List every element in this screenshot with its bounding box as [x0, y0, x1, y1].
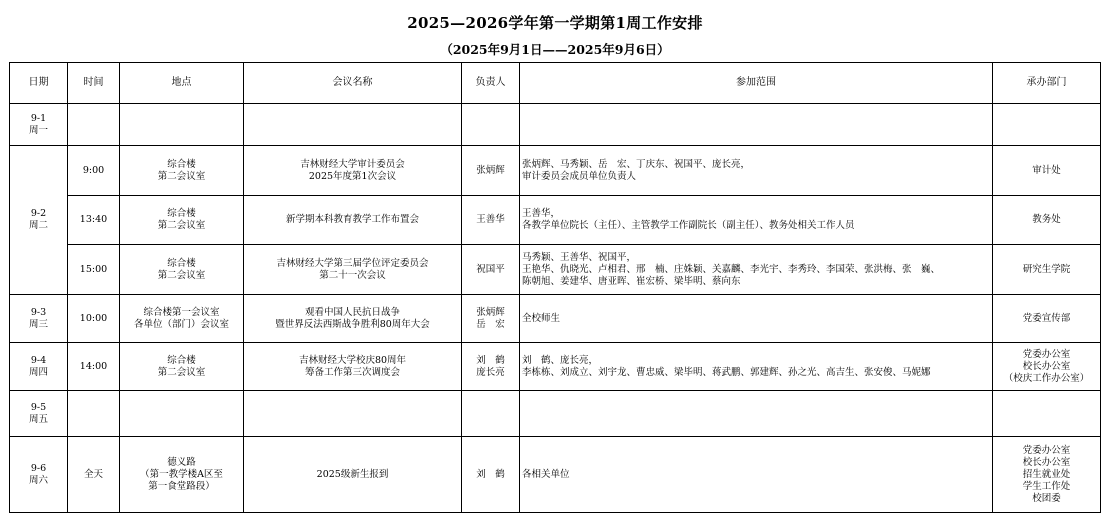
- scope-cell: [520, 104, 993, 146]
- table-row: [10, 104, 1101, 146]
- meeting-cell: [244, 391, 462, 437]
- place-cell: 德义路 （第一教学楼A区至 第一食堂路段）: [120, 437, 244, 513]
- meeting-cell: 观看中国人民抗日战争 暨世界反法西斯战争胜利80周年大会: [244, 295, 462, 343]
- page-title: 2025—2026学年第一学期第1周工作安排: [407, 14, 703, 32]
- date-cell: [10, 437, 68, 513]
- dept-cell: [993, 104, 1101, 146]
- header-date: 日期: [10, 63, 68, 104]
- dept-cell: 研究生学院: [993, 245, 1101, 295]
- table-row: [10, 146, 1101, 196]
- scope-cell: 王善华， 各教学单位院长（主任）、主管教学工作副院长（副主任）、教务处相关工作人员: [520, 196, 993, 245]
- date-cell: [10, 391, 68, 437]
- meeting-cell: 吉林财经大学第三届学位评定委员会 第二十一次会议: [244, 245, 462, 295]
- owner-cell: [462, 391, 520, 437]
- date-label: 9-4: [30, 354, 47, 366]
- weekday-label: 周三: [28, 318, 48, 330]
- owner-cell: 刘 鹤 庞长亮: [462, 343, 520, 391]
- header-place: 地点: [120, 63, 244, 104]
- place-cell: 综合楼第一会议室 各单位（部门）会议室: [120, 295, 244, 343]
- place-cell: [120, 391, 244, 437]
- table-row: [10, 196, 1101, 245]
- date-cell: [10, 295, 68, 343]
- scope-cell: 马秀颖、王善华、祝国平， 王艳华、仇晓光、卢相君、邢 楠、庄姝颖、关嘉麟、李光宇、李秀玲、李国荣、张洪梅、张 巍、 陈朝旭、姜建华、唐亚晖、崔宏桥、梁毕明、蔡向东: [520, 245, 993, 295]
- time-cell: 9:00: [68, 146, 120, 196]
- weekday-label: 周一: [28, 124, 48, 136]
- time-cell: 13:40: [68, 196, 120, 245]
- owner-cell: [462, 104, 520, 146]
- date-label: 9-5: [30, 401, 47, 413]
- table-row: [10, 343, 1101, 391]
- dept-cell: [993, 391, 1101, 437]
- date-label: 9-6: [30, 462, 47, 474]
- schedule-table: [9, 62, 1101, 513]
- owner-cell: 张炳辉 岳 宏: [462, 295, 520, 343]
- time-cell: 14:00: [68, 343, 120, 391]
- header-row: [10, 63, 1101, 104]
- scope-cell: 全校师生: [520, 295, 993, 343]
- owner-cell: 祝国平: [462, 245, 520, 295]
- header-meeting: 会议名称: [244, 63, 462, 104]
- place-cell: 综合楼 第二会议室: [120, 343, 244, 391]
- meeting-cell: 吉林财经大学审计委员会 2025年度第1次会议: [244, 146, 462, 196]
- meeting-cell: [244, 104, 462, 146]
- dept-cell: 党委办公室 校长办公室 （校庆工作办公室）: [993, 343, 1101, 391]
- dept-cell: 党委宣传部: [993, 295, 1101, 343]
- date-cell: [10, 104, 68, 146]
- header-time: 时间: [68, 63, 120, 104]
- header-owner: 负责人: [462, 63, 520, 104]
- date-label: 9-3: [30, 306, 47, 318]
- date-label: 9-2: [30, 208, 47, 219]
- table-row: [10, 391, 1101, 437]
- time-cell: 15:00: [68, 245, 120, 295]
- scope-cell: 张炳辉、马秀颖、岳 宏、丁庆东、祝国平、庞长亮， 审计委员会成员单位负责人: [520, 146, 993, 196]
- time-cell: 全天: [68, 437, 120, 513]
- dept-cell: 教务处: [993, 196, 1101, 245]
- dept-cell: 审计处: [993, 146, 1101, 196]
- place-cell: 综合楼 第二会议室: [120, 245, 244, 295]
- table-row: [10, 245, 1101, 295]
- weekday-label: 周六: [28, 474, 48, 486]
- place-cell: [120, 104, 244, 146]
- header-scope: 参加范围: [520, 63, 993, 104]
- meeting-cell: 吉林财经大学校庆80周年 筹备工作第三次调度会: [244, 343, 462, 391]
- weekday-label: 周四: [28, 366, 48, 378]
- scope-cell: 各相关单位: [520, 437, 993, 513]
- place-cell: 综合楼 第二会议室: [120, 196, 244, 245]
- owner-cell: 张炳辉: [462, 146, 520, 196]
- time-cell: [68, 391, 120, 437]
- place-cell: 综合楼 第二会议室: [120, 146, 244, 196]
- time-cell: [68, 104, 120, 146]
- meeting-cell: 2025级新生报到: [244, 437, 462, 513]
- date-label: 9-1: [30, 112, 47, 124]
- date-cell: [10, 146, 68, 295]
- table-row: [10, 437, 1101, 513]
- scope-cell: [520, 391, 993, 437]
- date-range-subtitle: （2025年9月1日——2025年9月6日）: [440, 42, 670, 57]
- table-row: [10, 295, 1101, 343]
- weekday-label: 周二: [28, 220, 48, 231]
- dept-cell: 党委办公室 校长办公室 招生就业处 学生工作处 校团委: [993, 437, 1101, 513]
- weekday-label: 周五: [28, 413, 48, 425]
- time-cell: 10:00: [68, 295, 120, 343]
- header-dept: 承办部门: [993, 63, 1101, 104]
- date-cell: [10, 343, 68, 391]
- meeting-cell: 新学期本科教育教学工作布置会: [244, 196, 462, 245]
- scope-cell: 刘 鹤、庞长亮， 李栋栋、刘成立、刘宇龙、曹忠威、梁毕明、蒋武鹏、郭建辉、孙之光、高吉生、张安俊、马妮娜: [520, 343, 993, 391]
- owner-cell: 王善华: [462, 196, 520, 245]
- owner-cell: 刘 鹤: [462, 437, 520, 513]
